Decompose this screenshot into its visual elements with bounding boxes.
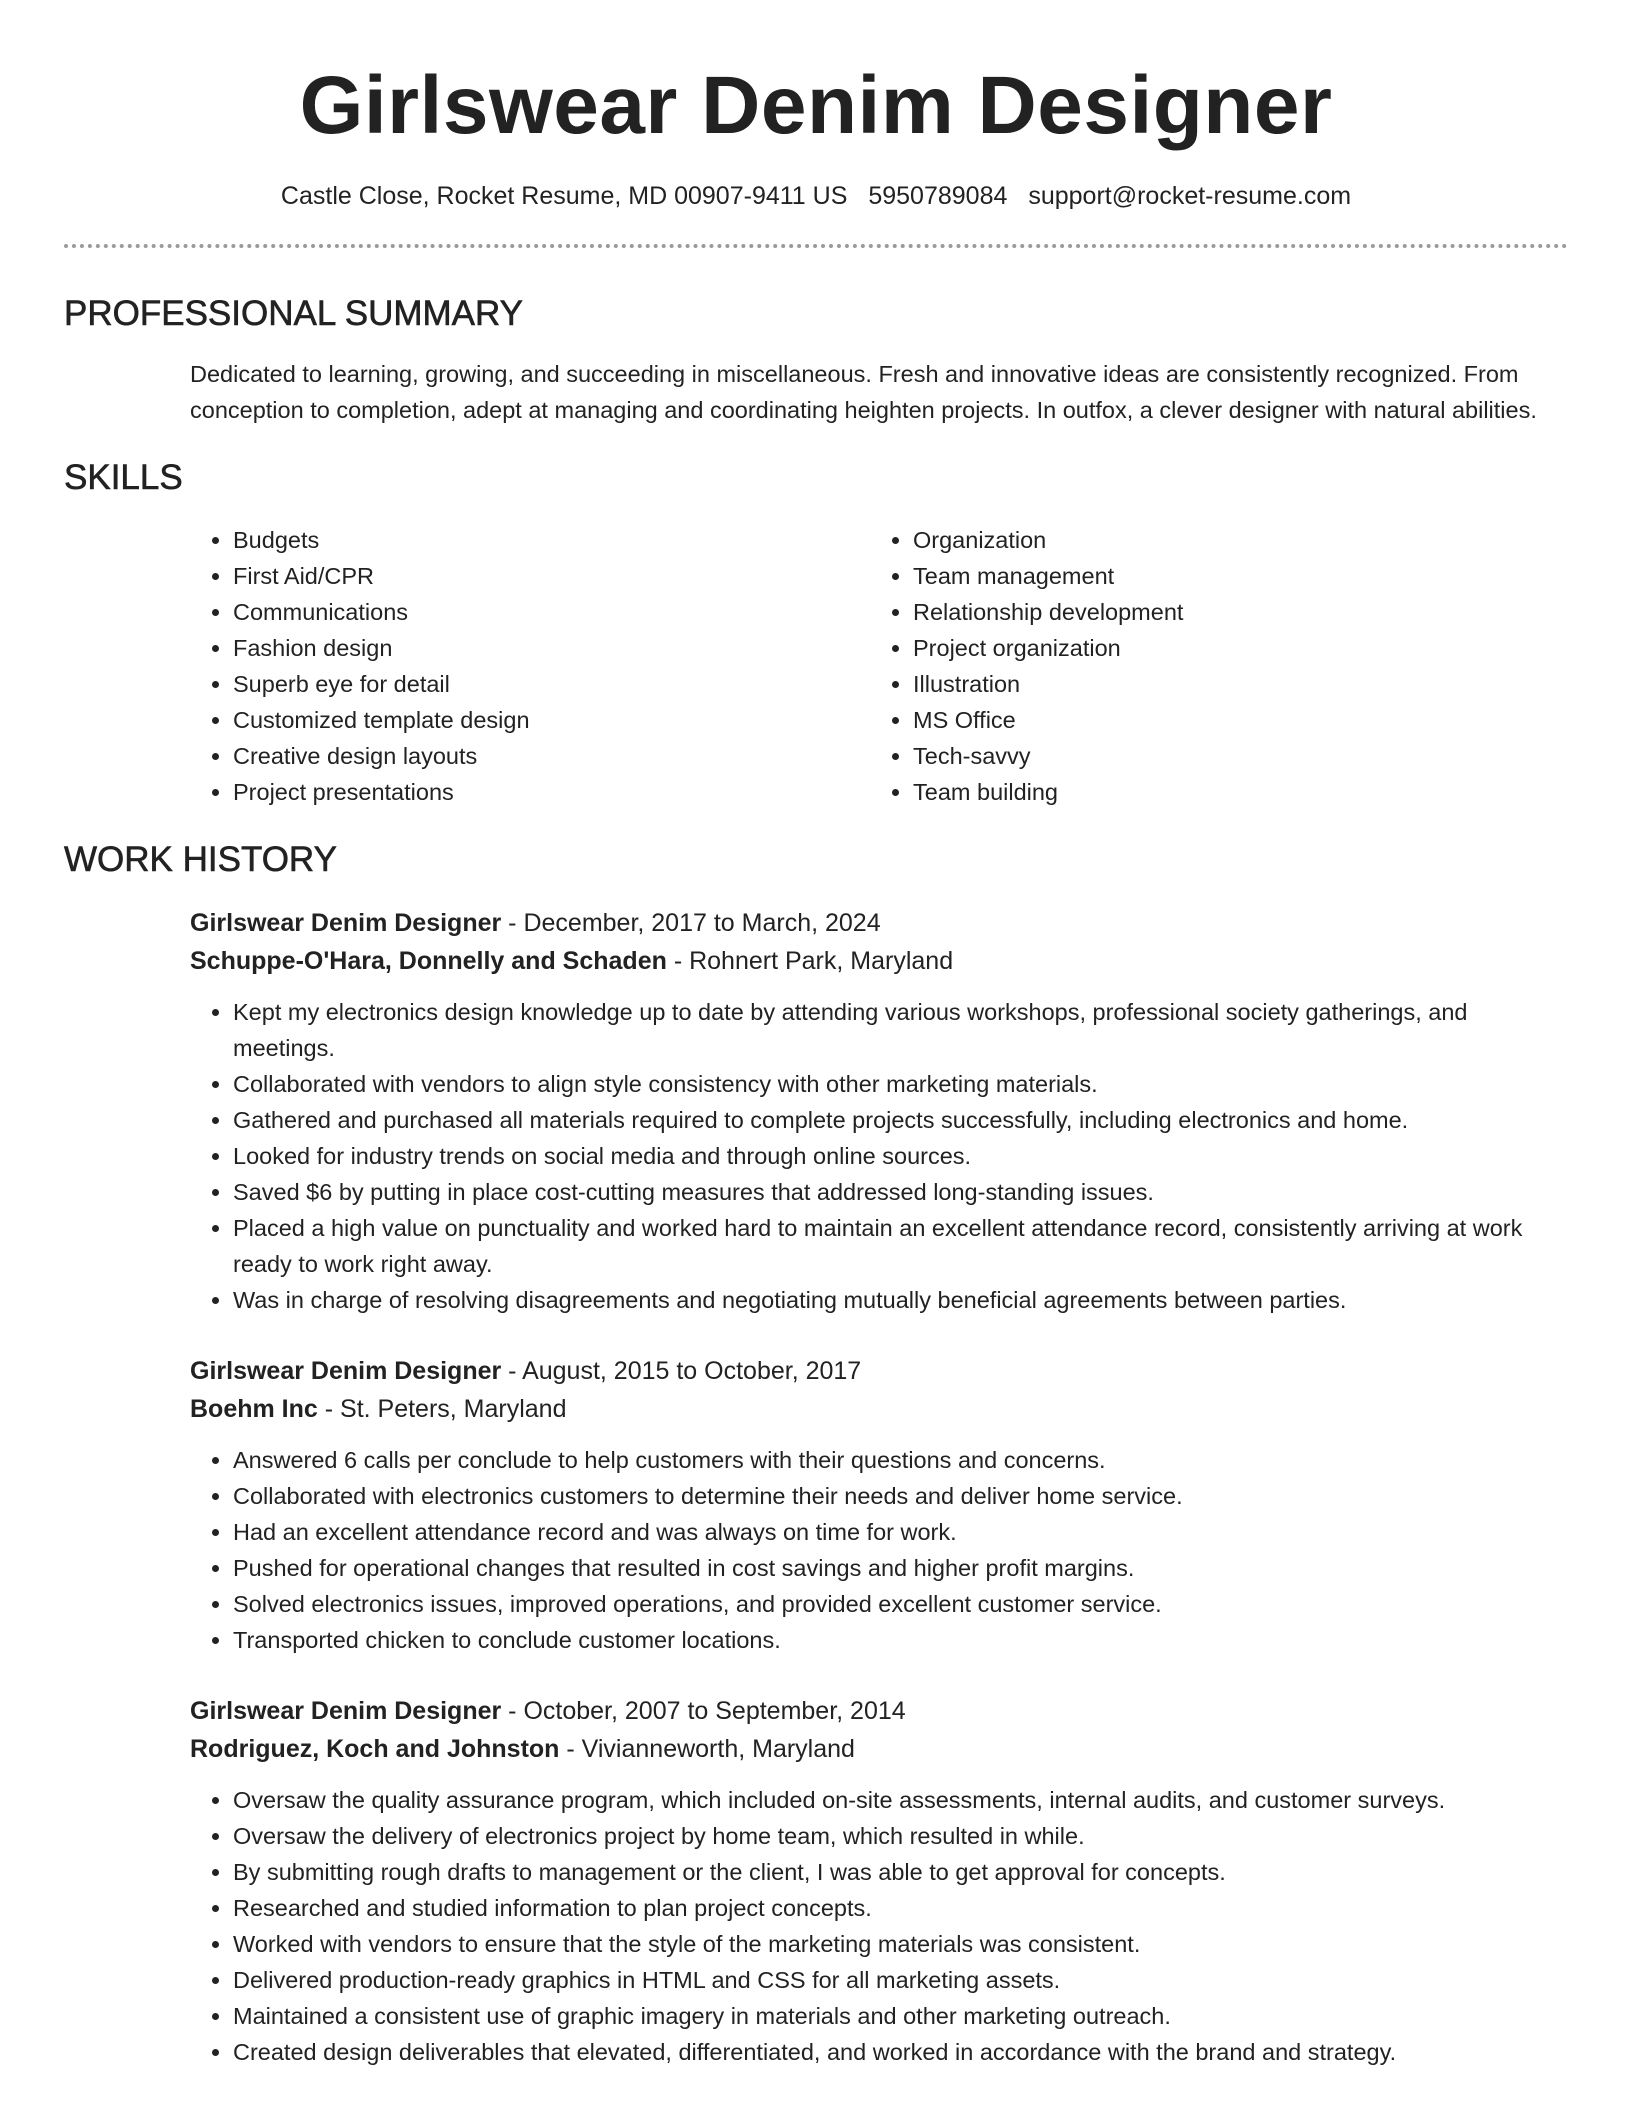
work-history [64,904,1568,2070]
job-bullet: • Maintained a consistent use of graphic imagery in materials and other marketing outreach. [233,1998,1568,2034]
job-location: - Rohnert Park, Maryland [666,947,954,975]
job-bullet: • Placed a high value on punctuality and worked hard to maintain an excellent attendance record, consistently arriving at work ready to work right away. [233,1210,1568,1282]
skill-item: • Fashion design [233,630,870,666]
skill-item: • Project organization [913,630,1183,666]
skills-column-right [870,522,1183,810]
header-divider [64,244,1568,248]
job-role: Girlswear Denim Designer [190,909,502,937]
summary-text: Dedicated to learning, growing, and succeeding in miscellaneous. Fresh and innovative ideas are consistently recognized. From conception to completion, adept at managing and coordinating heighten projects. In outfox, a clever designer with natural abilities. [190,361,1537,423]
job-dates: - August, 2015 to October, 2017 [501,1357,862,1385]
job-bullet: • Gathered and purchased all materials required to complete projects successfully, including electronics and home. [233,1102,1568,1138]
job-company: Boehm Inc [190,1395,318,1423]
skill-item: • Team management [913,558,1183,594]
skill-item: • Budgets [233,522,870,558]
job-role: Girlswear Denim Designer [190,1697,502,1725]
job-dates: - October, 2007 to September, 2014 [501,1697,906,1725]
job-bullet: • Collaborated with electronics customers to determine their needs and deliver home service. [233,1478,1568,1514]
job-company-line [190,942,1568,980]
job-entry [190,904,1568,1318]
skill-item: • Communications [233,594,870,630]
skill-item: • Tech-savvy [913,738,1183,774]
job-bullet: • Kept my electronics design knowledge up to date by attending various workshops, professional society gatherings, and meetings. [233,994,1568,1066]
job-company: Rodriguez, Koch and Johnston [190,1735,560,1763]
summary-heading: PROFESSIONAL SUMMARY [64,294,523,333]
contact-line [64,180,1568,212]
skill-item: • Team building [913,774,1183,810]
skill-item: • Superb eye for detail [233,666,870,702]
job-title-line [190,1352,1568,1390]
job-dates: - December, 2017 to March, 2024 [501,909,881,937]
job-bullet: • Saved $6 by putting in place cost-cutting measures that addressed long-standing issues. [233,1174,1568,1210]
skill-item: • Organization [913,522,1183,558]
job-bullet: • Researched and studied information to plan project concepts. [233,1890,1568,1926]
job-bullet: • Transported chicken to conclude customer locations. [233,1622,1568,1658]
job-bullet: • Worked with vendors to ensure that the style of the marketing materials was consistent. [233,1926,1568,1962]
skill-item: • First Aid/CPR [233,558,870,594]
job-bullet: • Created design deliverables that elevated, differentiated, and worked in accordance with the brand and strategy. [233,2034,1568,2070]
job-bullet: • Answered 6 calls per conclude to help customers with their questions and concerns. [233,1442,1568,1478]
contact-email: support@rocket-resume.com [1028,182,1352,210]
job-bullet: • Delivered production-ready graphics in HTML and CSS for all marketing assets. [233,1962,1568,1998]
job-location: - Vivianneworth, Maryland [559,1735,855,1763]
contact-phone: 5950789084 [868,182,1008,210]
skill-item: • MS Office [913,702,1183,738]
job-bullets [190,1442,1568,1658]
job-bullet: • Had an excellent attendance record and was always on time for work. [233,1514,1568,1550]
job-title-line [190,1692,1568,1730]
job-bullet: • Oversaw the delivery of electronics project by home team, which resulted in while. [233,1818,1568,1854]
job-location: - St. Peters, Maryland [317,1395,567,1423]
candidate-name: Girlswear Denim Designer [299,60,1333,151]
skill-item: • Customized template design [233,702,870,738]
skill-item: • Relationship development [913,594,1183,630]
job-bullet: • Collaborated with vendors to align style consistency with other marketing materials. [233,1066,1568,1102]
job-entry [190,1352,1568,1658]
job-bullet: • By submitting rough drafts to management or the client, I was able to get approval for concepts. [233,1854,1568,1890]
work-history-heading: WORK HISTORY [64,840,337,879]
skill-item: • Illustration [913,666,1183,702]
job-company: Schuppe-O'Hara, Donnelly and Schaden [190,947,667,975]
job-role: Girlswear Denim Designer [190,1357,502,1385]
skills-heading: SKILLS [64,458,183,497]
skill-item: • Project presentations [233,774,870,810]
contact-address: Castle Close, Rocket Resume, MD 00907-9411 US [280,182,848,210]
job-company-line [190,1730,1568,1768]
skills-list [190,522,1568,810]
skill-item: • Creative design layouts [233,738,870,774]
job-entry [190,1692,1568,2070]
job-bullets [190,1782,1568,2070]
job-bullet: • Solved electronics issues, improved operations, and provided excellent customer service. [233,1586,1568,1622]
skills-column-left [190,522,870,810]
job-bullet: • Oversaw the quality assurance program, which included on-site assessments, internal audits, and customer surveys. [233,1782,1568,1818]
job-company-line [190,1390,1568,1428]
job-bullets [190,994,1568,1318]
job-title-line [190,904,1568,942]
job-bullet: • Looked for industry trends on social media and through online sources. [233,1138,1568,1174]
job-bullet: • Pushed for operational changes that resulted in cost savings and higher profit margins. [233,1550,1568,1586]
job-bullet: • Was in charge of resolving disagreements and negotiating mutually beneficial agreements between parties. [233,1282,1568,1318]
